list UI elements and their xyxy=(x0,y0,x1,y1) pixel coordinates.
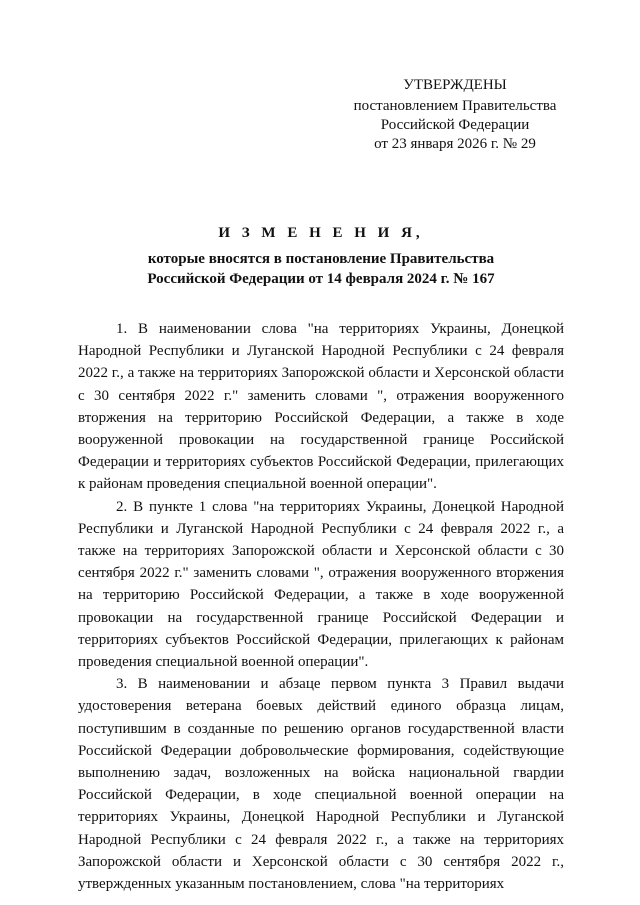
document-body xyxy=(78,318,564,895)
heading-subtitle-line-2: Российской Федерации от 14 февраля 2024 г. № 167 xyxy=(147,271,495,287)
approval-line-1: постановлением Правительства xyxy=(353,98,557,114)
approval-line-3: от 23 января 2026 г. № 29 xyxy=(374,136,536,152)
paragraph-3: 3. В наименовании и абзаце первом пункта 3 Правил выдачи удостоверения ветерана боевых действий единого образца лицам, поступившим в созданные по решению органов государственной власти Российской Федерации добровольческие формирования, содействующие выполнению задач, возложенных на войска национальной гвардии Российской Федерации, в ходе специальной военной операции на территориях Украины, Донецкой Народной Республики и Луганской Народной Республики с 24 февраля 2022 г., а также на территориях Запорожской области и Херсонской области с 30 сентября 2022 г., утвержденных указанным постановлением, слова "на территориях xyxy=(78,676,564,893)
paragraph-2: 2. В пункте 1 слова "на территориях Украины, Донецкой Народной Республики и Луганской Народной Республики с 24 февраля 2022 г., а также на территориях Запорожской области и Херсонской области с 30 сентября 2022 г." заменить словами ", отражения вооруженного вторжения на территорию Российской Федерации, а также в ходе вооруженной провокации на государственной границе Российской Федерации и территориях субъектов Российской Федерации, прилегающих к районам проведения специальной военной операции". xyxy=(78,498,564,671)
approval-title: УТВЕРЖДЕНЫ xyxy=(403,77,507,93)
approval-block xyxy=(330,76,580,154)
heading-subtitle-line-1: которые вносятся в постановление Правительства xyxy=(147,251,495,267)
paragraph-1: 1. В наименовании слова "на территориях Украины, Донецкой Народной Республики и Луганской Народной Республики с 24 февраля 2022 г., а также на территориях Запорожской области и Херсонской области с 30 сентября 2022 г." заменить словами ", отражения вооруженного вторжения на территорию Российской Федерации, а также в ходе вооруженной провокации на государственной границе Российской Федерации и территориях субъектов Российской Федерации, прилегающих к районам проведения специальной военной операции". xyxy=(78,321,564,493)
heading-title: И З М Е Н Е Н И Я, xyxy=(218,225,424,241)
approval-line-2: Российской Федерации xyxy=(380,117,530,133)
document-heading xyxy=(78,223,564,289)
